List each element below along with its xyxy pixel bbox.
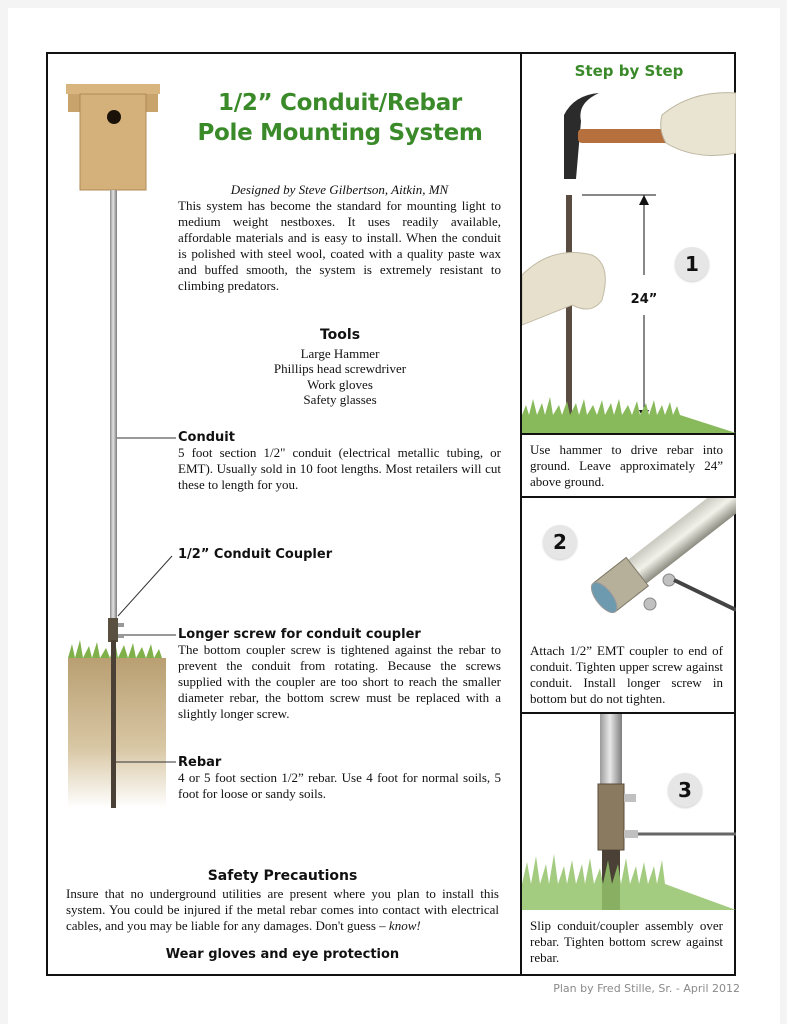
part-rebar [178,755,501,802]
leader-lines [110,430,180,770]
safety-section [66,868,499,934]
step-2-image [522,498,736,638]
grass [522,397,736,433]
part-description: The bottom coupler screw is tightened against the rebar to prevent the conduit from rotating. Because the screws supplied with the coupler are too short to reach the smaller diameter rebar, the bottom screw must be replaced with a slightly longer screw. [178,642,501,721]
conduit-pipe [600,714,622,784]
steps-heading: Step by Step [574,62,684,80]
safety-heading: Safety Precautions [207,868,358,884]
gloved-hand [522,253,605,326]
grass [522,854,736,910]
measurement-label: 24” [630,292,658,307]
tool-item: Phillips head screwdriver [273,361,407,376]
title-line-1: 1/2” Conduit/Rebar [218,90,462,116]
plan-credit: Plan by Fred Stille, Sr. - April 2012 [553,982,740,995]
page-title [180,88,500,148]
tool-item: Safety glasses [303,392,377,407]
step-3-caption: Slip conduit/coupler assembly over rebar. Tighten bottom screw against rebar. [530,918,723,965]
part-label: Rebar [178,755,222,770]
step-3-image [522,714,736,910]
part-conduit [178,430,501,493]
part-label: Longer screw for conduit coupler [178,627,421,642]
step-number-badge: 2 [543,525,577,559]
safety-emphasis: know! [388,918,421,933]
part-description: 4 or 5 foot section 1/2” rebar. Use 4 foot for normal soils, 5 foot for loose or sandy soils. [178,770,501,801]
byline: Designed by Steve Gilbertson, Aitkin, MN [230,182,449,197]
intro-paragraph: This system has become the standard for mounting light to medium weight nestboxes. It uses readily available, affordable materials and is easy to install. When the conduit is polished with steel wool, coated with a quality paste wax and buffed smooth, the system is extremely resistant to climbing predators. [178,198,501,293]
part-longer-screw [178,627,501,722]
safety-text [66,886,499,934]
hammer-image [564,93,736,179]
part-label: Conduit [178,430,235,445]
safety-warning: Wear gloves and eye protection [165,947,400,962]
birdhouse-image [66,84,160,190]
part-label: 1/2” Conduit Coupler [178,547,333,562]
title-line-2: Pole Mounting System [197,120,483,146]
part-description: 5 foot section 1/2" conduit (electrical metallic tubing, or EMT). Usually sold in 10 foot lengths. Most retailers will cut these to length for you. [178,445,501,492]
step-number-badge: 1 [675,247,709,281]
step-1-caption: Use hammer to drive rebar into ground. Leave approximately 24” above ground. [530,442,723,489]
safety-body: Insure that no underground utilities are present where you plan to install this system. You could be injured if the metal rebar comes into contact with electrical cables, and you may be liable for any damages. Don't guess – [66,886,499,933]
step-number-badge: 3 [668,773,702,807]
tool-item: Large Hammer [300,345,380,361]
step-divider [522,433,736,435]
tools-heading: Tools [319,327,361,343]
tool-item: Work gloves [307,376,373,392]
coupler [598,784,624,850]
tools-section [240,328,440,408]
part-coupler [178,547,501,562]
step-2-caption: Attach 1/2” EMT coupler to end of conduit. Tighten upper screw against conduit. Install longer screw in bottom but do not tighten. [530,643,723,706]
